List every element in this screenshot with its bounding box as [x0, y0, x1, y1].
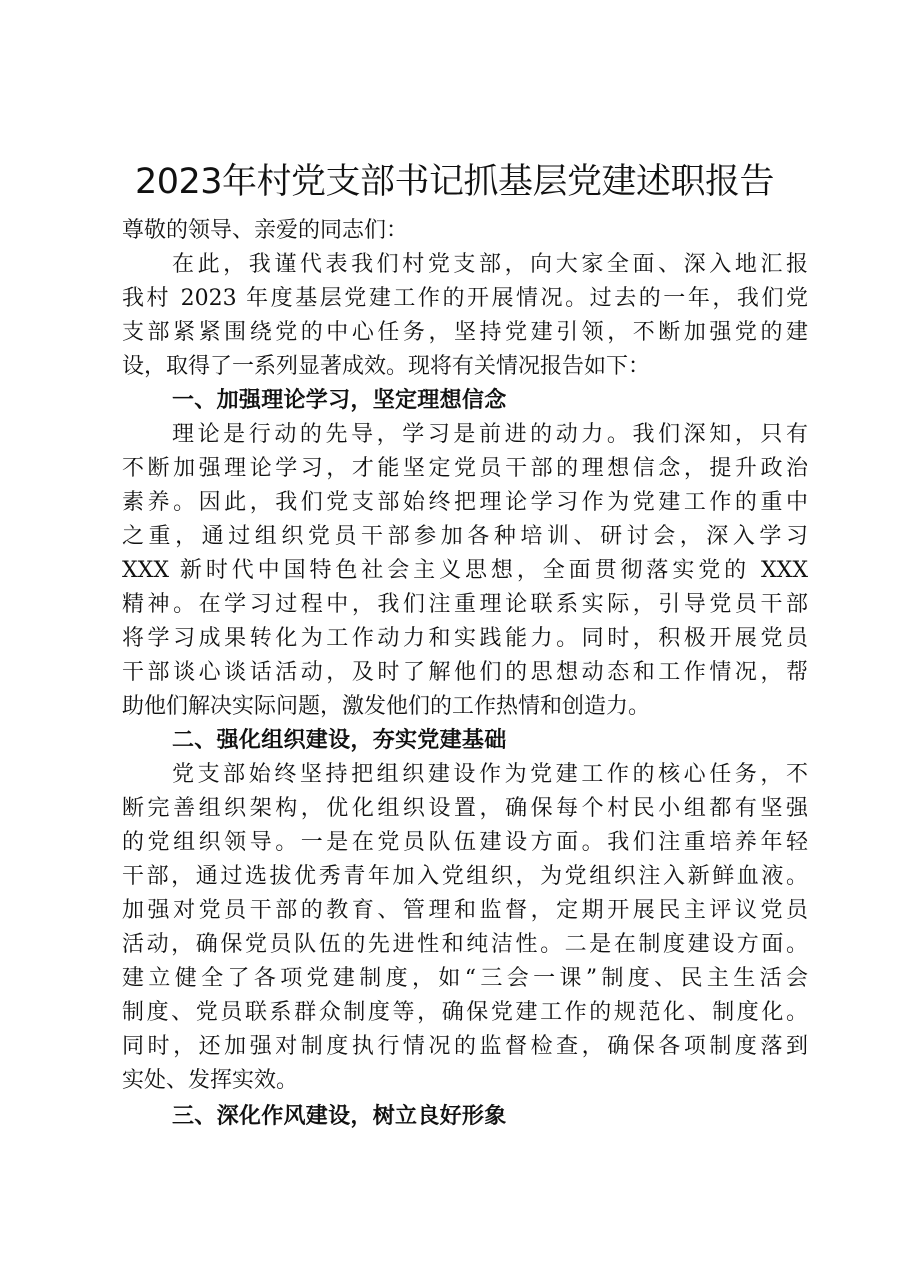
paragraph-line: 断完善组织架构，优化组织设置，确保每个村民小组都有坚强	[122, 796, 808, 821]
paragraph-line: 将学习成果转化为工作动力和实践能力。同时，积极开展党员	[122, 626, 808, 651]
paragraph-line: 活动，确保党员队伍的先进性和纯洁性。二是在制度建设方面。	[122, 932, 808, 957]
paragraph-line: 干部谈心谈话活动，及时了解他们的思想动态和工作情况，帮	[122, 660, 808, 685]
paragraph-line: 加强对党员干部的教育、管理和监督，定期开展民主评议党员	[122, 898, 808, 923]
paragraph-line: 的党组织领导。一是在党员队伍建设方面。我们注重培养年轻	[122, 830, 808, 855]
paragraph-line: 支部紧紧围绕党的中心任务，坚持党建引领，不断加强党的建	[122, 320, 808, 345]
paragraph-line: 我村 2023 年度基层党建工作的开展情况。过去的一年，我们党	[122, 286, 808, 311]
paragraph-line: 建立健全了各项党建制度，如“三会一课”制度、民主生活会	[122, 966, 808, 991]
section-2-paragraph	[122, 758, 808, 1098]
paragraph-line: XXX 新时代中国特色社会主义思想，全面贯彻落实党的 XXX	[122, 558, 808, 583]
section-heading-2: 二、强化组织建设，夯实党建基础	[172, 728, 507, 753]
paragraph-line: 在此，我谨代表我们村党支部，向大家全面、深入地汇报	[172, 252, 808, 277]
paragraph-line: 之重，通过组织党员干部参加各种培训、研讨会，深入学习	[122, 524, 808, 549]
salutation: 尊敬的领导、亲爱的同志们：	[122, 218, 409, 243]
section-heading-1: 一、加强理论学习，坚定理想信念	[172, 388, 507, 413]
document-body	[122, 214, 808, 1134]
paragraph-line: 实处、发挥实效。	[122, 1068, 299, 1093]
document-title: 2023年村党支部书记抓基层党建述职报告	[134, 162, 775, 202]
paragraph-line: 助他们解决实际问题，激发他们的工作热情和创造力。	[122, 694, 651, 719]
paragraph-line: 党支部始终坚持把组织建设作为党建工作的核心任务，不	[172, 762, 808, 787]
paragraph-line: 干部，通过选拔优秀青年加入党组织，为党组织注入新鲜血液。	[122, 864, 808, 889]
section-heading-3: 三、深化作风建设，树立良好形象	[172, 1104, 507, 1129]
paragraph-line: 理论是行动的先导，学习是前进的动力。我们深知，只有	[172, 422, 808, 447]
intro-paragraph	[122, 248, 808, 384]
paragraph-line: 素养。因此，我们党支部始终把理论学习作为党建工作的重中	[122, 490, 808, 515]
paragraph-line: 制度、党员联系群众制度等，确保党建工作的规范化、制度化。	[122, 1000, 808, 1025]
paragraph-line: 同时，还加强对制度执行情况的监督检查，确保各项制度落到	[122, 1034, 808, 1059]
paragraph-line: 不断加强理论学习，才能坚定党员干部的理想信念，提升政治	[122, 456, 808, 481]
paragraph-line: 精神。在学习过程中，我们注重理论联系实际，引导党员干部	[122, 592, 808, 617]
section-1-paragraph	[122, 418, 808, 724]
paragraph-line: 设，取得了一系列显著成效。现将有关情况报告如下：	[122, 354, 651, 379]
